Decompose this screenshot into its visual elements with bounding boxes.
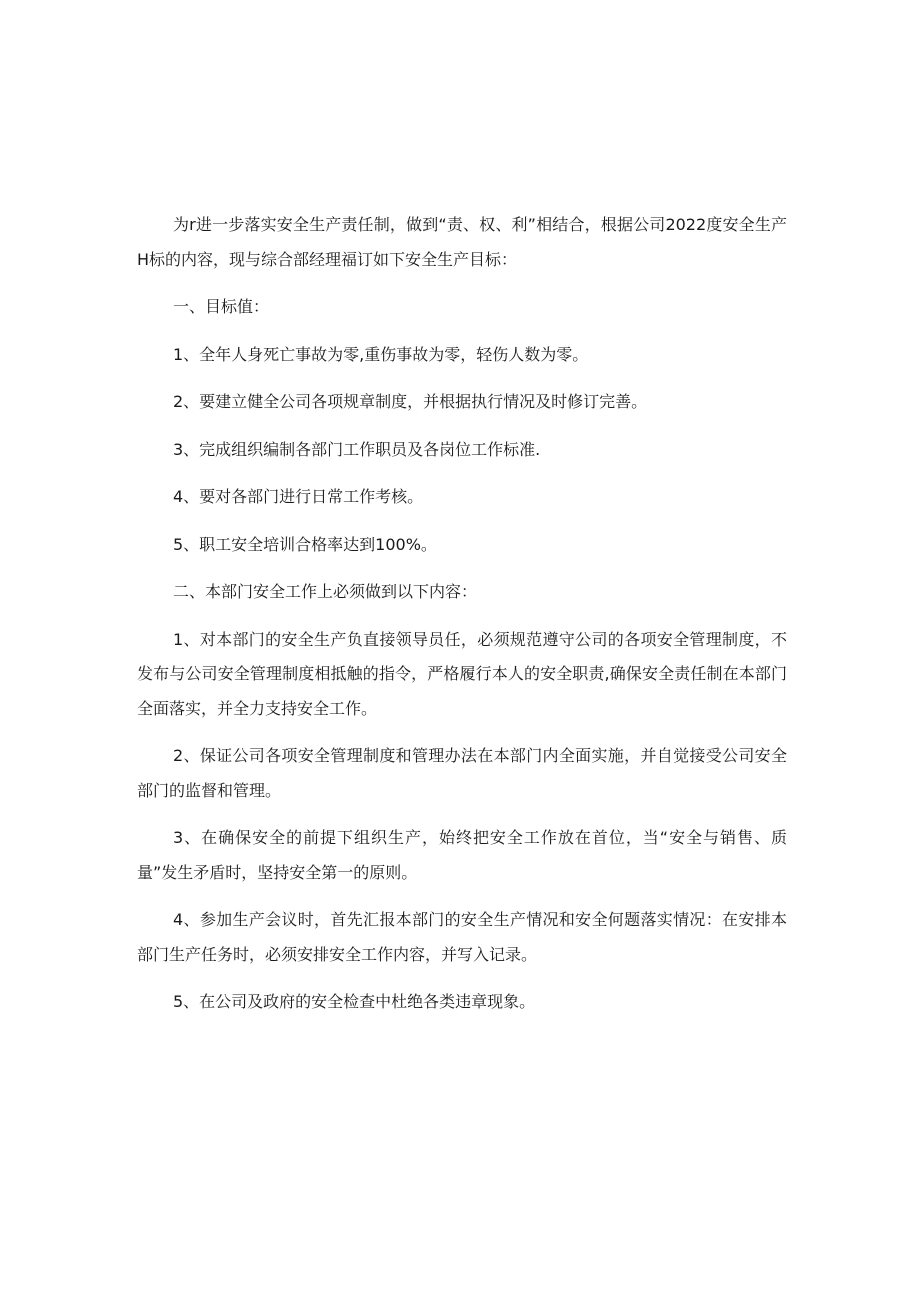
target-item-2: 2、要建立健全公司各项规章制度，并根据执行情况及时修订完善。 [173, 392, 648, 411]
document-body [137, 208, 787, 1033]
section-heading-targets: 一、目标值： [173, 297, 270, 316]
target-item-1: 1、全年人身死亡事故为零,重伤事故为零，轻伤人数为零。 [173, 344, 589, 364]
target-item-3: 3、完成组织编制各部门工作职员及各岗位工作标准. [173, 439, 541, 459]
duty-item-2: 2、保证公司各项安全管理制度和管理办法在本部门内全面实施，并自觉接受公司安全部门的监督和管理。 [137, 746, 787, 800]
duty-item-3: 3、在确保安全的前提下组织生产，始终把安全工作放在首位，当“安全与销售、质量”发生矛盾时，坚持安全第一的原则。 [137, 828, 787, 882]
target-item-5: 5、职工安全培训合格率达到100%。 [173, 534, 437, 554]
section-heading-duties: 二、本部门安全工作上必须做到以下内容： [173, 582, 478, 601]
intro-paragraph: 为r进一步落实安全生产责任制，做到“责、权、利”相结合，根据公司2022度安全生产H标的内容，现与综合部经理福订如下安全生产目标： [137, 215, 787, 269]
duty-item-5: 5、在公司及政府的安全检查中杜绝各类违章现象。 [173, 992, 536, 1011]
target-item-4: 4、要对各部门进行日常工作考核。 [173, 487, 424, 506]
duty-item-4: 4、参加生产会议时，首先汇报本部门的安全生产情况和安全何题落实情况：在安排本部门生产任务时，必须安排安全工作内容，并写入记录。 [137, 910, 787, 964]
duty-item-1: 1、对本部门的安全生产负直接领导员任，必须规范遵守公司的各项安全管理制度，不发布与公司安全管理制度相抵触的指令，严格履行本人的安全职责,确保安全责任制在本部门全面落实，并全力支持安全工作。 [137, 629, 787, 718]
